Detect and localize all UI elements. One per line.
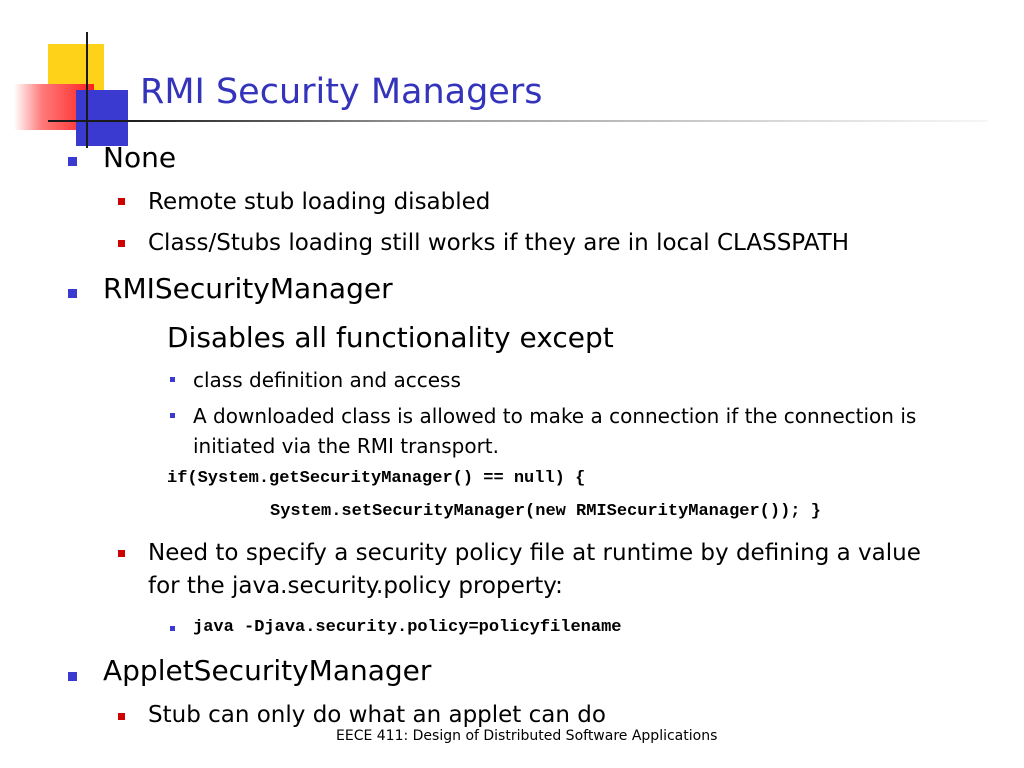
code-text: java -Djava.security.policy=policyfilename [193,618,622,637]
bullet-text: A downloaded class is allowed to make a connection if the connection is [193,404,917,428]
bullet-item [103,271,393,307]
code-line [167,467,585,491]
code-text: System.setSecurityManager(new RMISecurityManager()); } [270,502,821,521]
slide-footer: EECE 411: Design of Distributed Software Applications [336,728,718,744]
bullet-text: AppletSecurityManager [103,654,432,687]
bullet-square [170,413,175,418]
bullet-continuation [148,570,563,602]
bullet-text: for the java.security.policy property: [148,573,563,599]
code-text: if(System.getSecurityManager() == null) { [167,469,586,488]
bullet-square [68,289,77,298]
bullet-text: initiated via the RMI transport. [193,434,500,458]
bullet-item [193,401,916,431]
bullet-square [118,198,125,205]
slide-title: RMI Security Managers [140,72,543,112]
bullet-item [103,653,431,689]
bullet-text: Need to specify a security policy file at runtime by defining a value [148,540,921,566]
bullet-text: class definition and access [193,368,461,392]
indented-text [167,320,614,356]
bullet-item [148,227,849,259]
bullet-text: None [103,141,177,174]
bullet-square [170,377,175,382]
bullet-square [68,672,77,681]
bullet-item [148,537,921,569]
bullet-text: Remote stub loading disabled [148,189,491,215]
bullet-square [118,240,125,247]
decor-blue-square [76,90,128,146]
bullet-text: Class/Stubs loading still works if they are in local CLASSPATH [148,230,849,256]
bullet-square [68,157,77,166]
decor-vertical-line [86,32,88,148]
bullet-item [103,140,176,176]
bullet-square [170,626,175,631]
bullet-item [193,365,461,395]
code-line [270,500,821,524]
bullet-item [148,186,490,218]
bullet-square [118,713,125,720]
bullet-text: RMISecurityManager [103,272,393,305]
bullet-square [118,550,125,557]
bullet-text: Stub can only do what an applet can do [148,702,606,728]
decorative-logo [0,0,140,150]
indented-text-label: Disables all functionality except [167,321,614,354]
bullet-item [193,616,621,640]
bullet-continuation [193,431,499,461]
title-underline [48,120,988,122]
